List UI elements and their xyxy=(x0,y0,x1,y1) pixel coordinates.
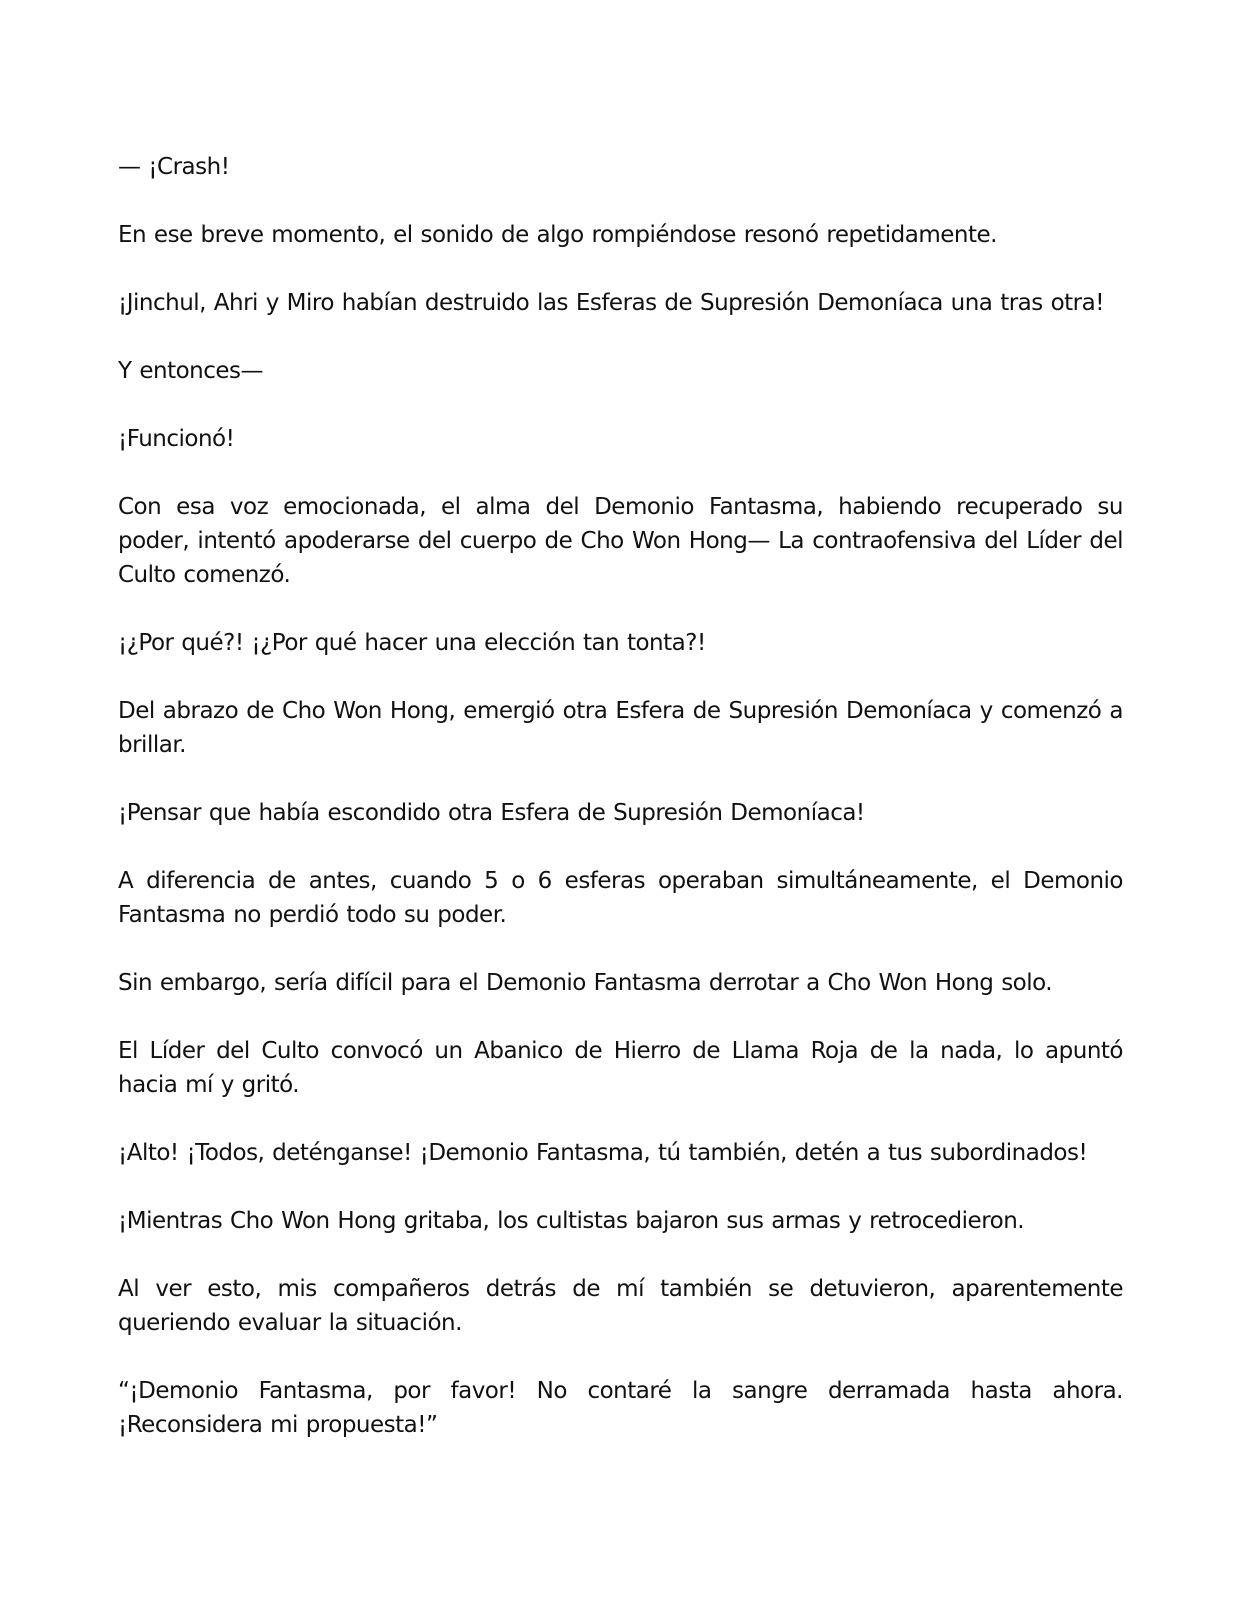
paragraph-7: ¡¿Por qué?! ¡¿Por qué hacer una elección tan tonta?! xyxy=(118,630,706,656)
paragraph-1: — ¡Crash! xyxy=(118,154,230,180)
paragraph-8: Del abrazo de Cho Won Hong, emergió otra Esfera de Supresión Demoníaca y comenzó a brillar. xyxy=(118,698,1123,758)
paragraph-12: El Líder del Culto convocó un Abanico de Hierro de Llama Roja de la nada, lo apuntó hacia mí y gritó. xyxy=(118,1038,1123,1098)
paragraph-4: Y entonces— xyxy=(118,358,264,384)
paragraph-5: ¡Funcionó! xyxy=(118,426,235,452)
paragraph-3: ¡Jinchul, Ahri y Miro habían destruido las Esferas de Supresión Demoníaca una tras otra! xyxy=(118,290,1104,316)
paragraph-9: ¡Pensar que había escondido otra Esfera de Supresión Demoníaca! xyxy=(118,800,865,826)
paragraph-16: “¡Demonio Fantasma, por favor! No contaré la sangre derramada hasta ahora. ¡Reconsidera mi propuesta!” xyxy=(118,1378,1123,1438)
paragraph-11: Sin embargo, sería difícil para el Demonio Fantasma derrotar a Cho Won Hong solo. xyxy=(118,970,1053,996)
paragraph-6: Con esa voz emocionada, el alma del Demonio Fantasma, habiendo recuperado su poder, intentó apoderarse del cuerpo de Cho Won Hong— La contraofensiva del Líder del Culto comenzó. xyxy=(118,494,1123,588)
paragraph-2: En ese breve momento, el sonido de algo rompiéndose resonó repetidamente. xyxy=(118,222,997,248)
paragraph-10: A diferencia de antes, cuando 5 o 6 esferas operaban simultáneamente, el Demonio Fantasma no perdió todo su poder. xyxy=(118,868,1123,928)
paragraph-15: Al ver esto, mis compañeros detrás de mí también se detuvieron, aparentemente queriendo evaluar la situación. xyxy=(118,1276,1123,1336)
paragraph-13: ¡Alto! ¡Todos, deténganse! ¡Demonio Fantasma, tú también, detén a tus subordinados! xyxy=(118,1140,1088,1166)
paragraph-14: ¡Mientras Cho Won Hong gritaba, los cultistas bajaron sus armas y retrocedieron. xyxy=(118,1208,1025,1234)
